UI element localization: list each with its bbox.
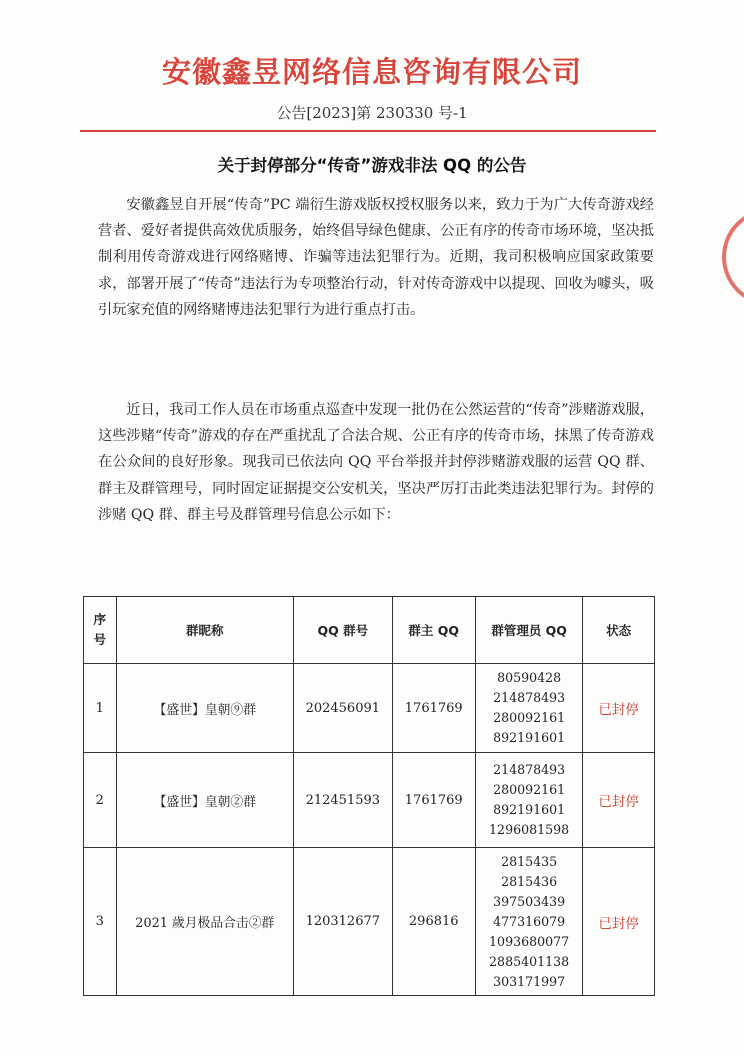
row-status: 已封停 <box>583 848 655 996</box>
row-seq: 3 <box>84 848 117 996</box>
admin-qq: 892191601 <box>493 802 566 817</box>
row-admin-qq-list <box>475 848 582 996</box>
row-group-name: 【盛世】皇朝②群 <box>116 753 294 848</box>
row-group-name: 2021 歲月极品合击②群 <box>116 848 294 996</box>
letterhead-divider <box>80 130 656 132</box>
admin-qq: 1093680077 <box>489 933 570 949</box>
admin-qq: 280092161 <box>493 782 566 797</box>
row-status: 已封停 <box>583 753 655 848</box>
row-group-name: 【盛世】皇朝⑨群 <box>116 664 294 753</box>
admin-qq: 892191601 <box>493 730 566 745</box>
notice-title: 关于封停部分“传奇”游戏非法 QQ 的公告 <box>217 156 527 175</box>
admin-qq: 2815436 <box>501 873 558 889</box>
row-qq-group: 212451593 <box>294 753 392 848</box>
row-seq: 1 <box>84 664 117 753</box>
admin-qq: 1296081598 <box>489 822 570 837</box>
table-header-row <box>84 597 655 664</box>
row-admin-qq-list <box>475 664 582 753</box>
header-admin-qq: 群管理员 QQ <box>475 597 582 664</box>
admin-qq: 214878493 <box>493 762 566 777</box>
notice-paragraph-1: 安徽鑫昱自开展“传奇”PC 端衍生游戏版权授权服务以来，致力于为广大传奇游戏经营者、爱好者提供高效优质服务，始终倡导绿色健康、公正有序的传奇市场环境，坚决抵制利用传奇游戏进行网络赌博、诈骗等违法犯罪行为。近期，我司积极响应国家政策要求，部署开展了“传奇”违法行为专项整治行动，针对传奇游戏中以提现、回收为噱头，吸引玩家充值的网络赌博违法犯罪行为进行重点打击。 <box>98 197 654 318</box>
row-status: 已封停 <box>583 664 655 753</box>
header-status: 状态 <box>583 597 655 664</box>
table-row <box>84 848 655 996</box>
row-owner-qq: 296816 <box>392 848 475 996</box>
admin-qq: 280092161 <box>493 710 566 725</box>
document-number: 公告[2023]第 230330 号-1 <box>276 104 468 122</box>
header-seq: 序 号 <box>84 597 117 664</box>
header-group-name: 群昵称 <box>116 597 294 664</box>
admin-qq: 214878493 <box>493 690 566 705</box>
admin-qq: 477316079 <box>493 913 566 929</box>
row-seq: 2 <box>84 753 117 848</box>
admin-qq: 303171997 <box>493 973 566 989</box>
notice-paragraph-2: 近日，我司工作人员在市场重点巡查中发现一批仍在公然运营的“传奇”涉赌游戏服，这些涉赌“传奇”游戏的存在严重扰乱了合法合规、公正有序的传奇市场，抹黑了传奇游戏在公众间的良好形象。现我司已依法向 QQ 平台举报并封停涉赌游戏服的运营 QQ 群、群主及群管理号，同时固定证据提交公安机关，坚决严厉打击此类违法犯罪行为。封停的涉赌 QQ 群、群主号及群管理号信息公示如下： <box>98 402 654 523</box>
table-row <box>84 753 655 848</box>
banned-groups-table <box>83 596 655 996</box>
row-owner-qq: 1761769 <box>392 753 475 848</box>
table-row <box>84 664 655 753</box>
row-qq-group: 120312677 <box>294 848 392 996</box>
admin-qq: 397503439 <box>493 893 566 909</box>
admin-qq: 80590428 <box>497 670 562 685</box>
header-qq-group: QQ 群号 <box>294 597 392 664</box>
header-owner-qq: 群主 QQ <box>392 597 475 664</box>
row-owner-qq: 1761769 <box>392 664 475 753</box>
row-admin-qq-list <box>475 753 582 848</box>
admin-qq: 2815435 <box>501 853 558 869</box>
official-seal-stamp <box>722 208 744 306</box>
row-qq-group: 202456091 <box>294 664 392 753</box>
company-letterhead: 安徽鑫昱网络信息咨询有限公司 <box>161 55 582 89</box>
admin-qq: 2885401138 <box>489 953 570 969</box>
